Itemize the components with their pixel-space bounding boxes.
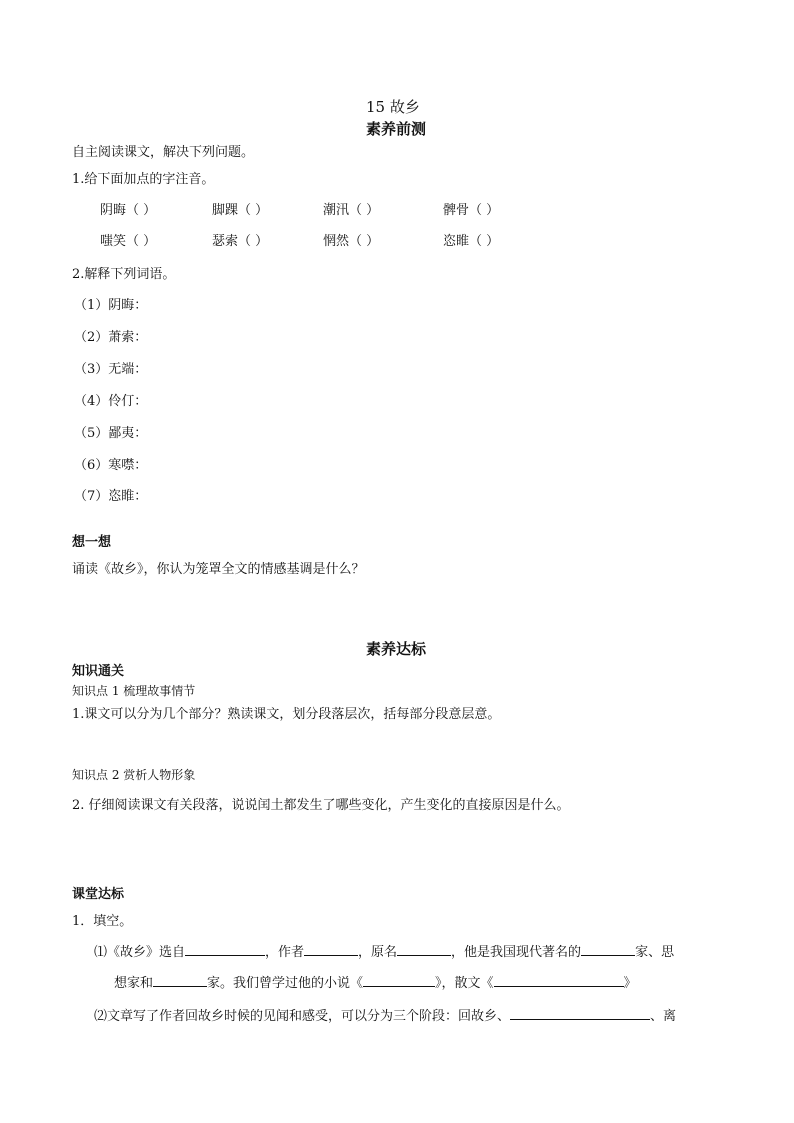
classroom-heading: 课堂达标 <box>72 887 125 902</box>
think-heading: 想一想 <box>72 535 112 550</box>
answer-blank[interactable] <box>397 941 451 956</box>
fill-text: ⑵文章写了作者回故乡时候的见闻和感受，可以分为三个阶段：回故乡、 <box>94 1009 511 1024</box>
fill-text: ，作者 <box>265 945 305 960</box>
pinyin-item: 恣睢（ ） <box>443 234 500 249</box>
knowledge-subheading: 知识通关 <box>72 664 125 679</box>
pinyin-item: 阴晦（ ） <box>100 203 157 218</box>
answer-blank[interactable] <box>185 941 265 956</box>
classroom-question-1-label: 1．填空。 <box>72 914 133 929</box>
pinyin-item: 惘然（ ） <box>323 234 380 249</box>
fill-text: 家。我们曾学过他的小说《 <box>207 976 364 991</box>
fill-text: ⑴《故乡》选自 <box>94 945 186 960</box>
fill-line-1 <box>94 941 674 960</box>
pinyin-item: 潮汛（ ） <box>323 203 380 218</box>
fill-text: ，他是我国现代著名的 <box>451 945 582 960</box>
fill-line-3 <box>94 1005 676 1024</box>
fill-text: 想家和 <box>114 976 154 991</box>
think-question: 诵读《故乡》，你认为笼罩全文的情感基调是什么？ <box>72 562 365 577</box>
answer-blank[interactable] <box>153 972 207 987</box>
knowledge-point-1-question: 1.课文可以分为几个部分？熟读课文，划分段落层次，括每部分段意层意。 <box>72 707 501 722</box>
answer-blank[interactable] <box>304 941 358 956</box>
term-item: （7）恣睢： <box>74 489 148 504</box>
answer-blank[interactable] <box>581 941 635 956</box>
fill-text: ，原名 <box>358 945 398 960</box>
fill-text: 》 <box>623 976 637 991</box>
answer-blank[interactable] <box>510 1005 650 1020</box>
question-1-label: 1.给下面加点的字注音。 <box>72 172 215 187</box>
pinyin-item: 嗤笑（ ） <box>100 234 157 249</box>
knowledge-point-1-label: 知识点 1 梳理故事情节 <box>72 684 196 698</box>
section-heading-pretest: 素养前测 <box>366 120 427 138</box>
term-item: （1）阴晦： <box>74 298 148 313</box>
pinyin-item: 髀骨（ ） <box>443 203 500 218</box>
term-item: （3）无端： <box>74 362 148 377</box>
fill-text: 》，散文《 <box>435 976 494 991</box>
term-item: （4）伶仃： <box>74 394 148 409</box>
answer-blank[interactable] <box>363 972 435 987</box>
section-heading-standards: 素养达标 <box>366 640 427 658</box>
intro-text: 自主阅读课文，解决下列问题。 <box>72 145 255 160</box>
pinyin-item: 瑟索（ ） <box>212 234 269 249</box>
lesson-title: 15 故乡 <box>366 98 420 116</box>
pinyin-item: 脚踝（ ） <box>212 203 269 218</box>
question-2-label: 2.解释下列词语。 <box>72 267 176 282</box>
fill-text: 、离 <box>650 1009 677 1024</box>
knowledge-point-2-question: 2. 仔细阅读课文有关段落，说说闰土都发生了哪些变化，产生变化的直接原因是什么。 <box>72 798 570 813</box>
term-item: （5）鄙夷： <box>74 426 148 441</box>
knowledge-point-2-label: 知识点 2 赏析人物形象 <box>72 768 196 782</box>
term-item: （6）寒噤： <box>74 458 148 473</box>
fill-text: 家、思 <box>635 945 675 960</box>
term-item: （2）萧索： <box>74 330 148 345</box>
fill-line-2 <box>114 972 637 991</box>
answer-blank[interactable] <box>494 972 624 987</box>
